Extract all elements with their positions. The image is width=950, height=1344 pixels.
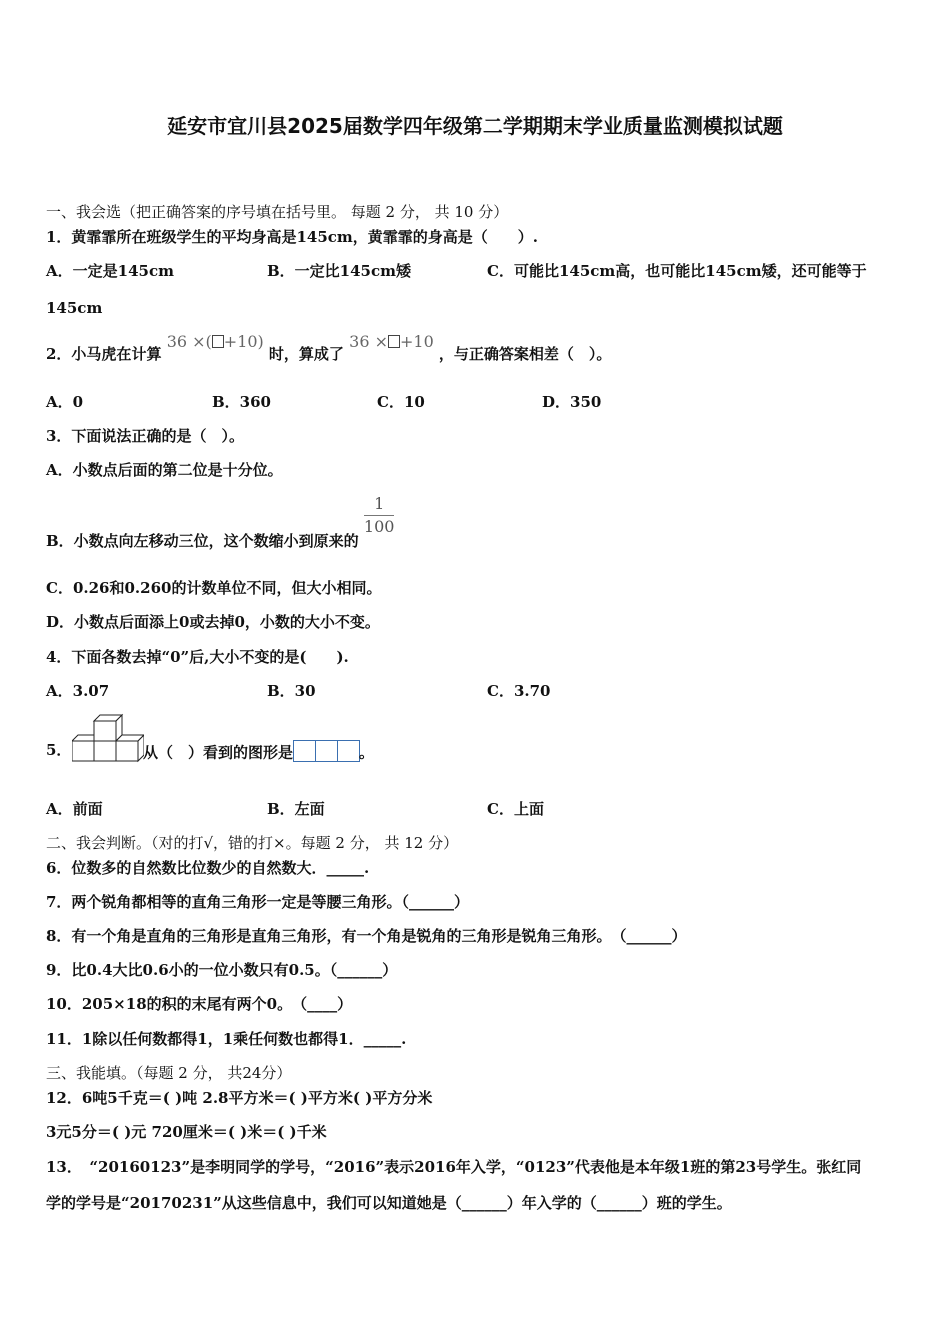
question-4: 4．下面各数去掉“0”后,大小不变的是( ).	[46, 648, 349, 666]
q2-option-a: A．0	[46, 393, 84, 411]
q5-question: 从（ ）看到的图形是	[143, 743, 294, 762]
q2-option-c: C．10	[377, 393, 425, 411]
q2-expression-correct	[167, 332, 269, 351]
q1-option-c: C．可能比145cm高，也可能比145cm矮，还可能等于	[487, 262, 867, 280]
section-1-heading: 一、我会选（把正确答案的序号填在括号里。 每题 2 分， 共 10 分）	[46, 203, 509, 221]
q1-option-b: B．一定比145cm矮	[267, 262, 411, 280]
question-9: 9．比0.4大比0.6小的一位小数只有0.5。（______）	[46, 961, 398, 979]
question-13-line-2: 学的学号是“20170231”从这些信息中，我们可以知道她是（______）年入学的（______）班的学生。	[46, 1194, 732, 1212]
cube-stack-figure	[72, 713, 144, 767]
q5-option-b: B．左面	[267, 800, 325, 818]
q4-option-a: A．3.07	[46, 682, 110, 700]
question-1: 1．黄霏霏所在班级学生的平均身高是145cm，黄霏霏的身高是（ ）.	[46, 228, 538, 246]
question-8: 8．有一个角是直角的三角形是直角三角形，有一个角是锐角的三角形是锐角三角形。 （______）	[46, 927, 687, 945]
q2-expr1-part-b: +10)	[223, 332, 264, 351]
blank-box-icon	[388, 335, 400, 348]
q3-option-b	[46, 493, 395, 550]
q3-option-c: C．0.26和0.260的计数单位不同，但大小相同。	[46, 579, 382, 597]
fraction	[364, 493, 395, 538]
question-6: 6．位数多的自然数比位数少的自然数大．_____.	[46, 859, 370, 877]
q5-option-c: C．上面	[487, 800, 544, 818]
q4-option-b: B．30	[267, 682, 316, 700]
square	[337, 740, 360, 762]
page-title: 延安市宜川县2025届数学四年级第二学期期末学业质量监测模拟试题	[167, 114, 783, 138]
q2-expression-wrong	[349, 332, 439, 351]
question-12-line-2: 3元5分＝( )元 720厘米＝( )米＝( )千米	[46, 1123, 327, 1141]
square	[293, 740, 316, 762]
question-3: 3．下面说法正确的是（ ）。	[46, 427, 244, 445]
q2-mid: 时，算成了	[268, 345, 344, 363]
q3-option-b-text: B．小数点向左移动三位，这个数缩小到原来的	[46, 531, 359, 550]
question-12-line-1: 12．6吨5千克＝( )吨 2.8平方米＝( )平方米( )平方分米	[46, 1089, 433, 1107]
question-2	[46, 334, 611, 370]
section-3-heading: 三、我能填。（每题 2 分， 共24分）	[46, 1064, 292, 1082]
three-squares-figure	[293, 740, 359, 767]
q1-option-c-continued: 145cm	[46, 299, 103, 317]
question-13-line-1: 13． “20160123”是李明同学的学号，“2016”表示2016年入学，“0123”代表他是本年级1班的第23号学生。张红同	[46, 1158, 862, 1176]
fraction-denominator: 100	[363, 517, 395, 536]
q2-expr2-part-b: +10	[400, 332, 434, 351]
q2-pre: 2．小马虎在计算	[46, 345, 162, 363]
q3-option-a: A．小数点后面的第二位是十分位。	[46, 461, 283, 479]
q2-post: ，与正确答案相差（ ）。	[438, 345, 612, 363]
q3-option-d: D．小数点后面添上0或去掉0，小数的大小不变。	[46, 613, 380, 631]
question-11: 11．1除以任何数都得1，1乘任何数也都得1．_____.	[46, 1030, 407, 1048]
question-7: 7．两个锐角都相等的直角三角形一定是等腰三角形。（______）	[46, 893, 469, 911]
q4-option-c: C．3.70	[487, 682, 551, 700]
q5-text	[143, 740, 374, 767]
section-2-heading: 二、我会判断。（对的打√，错的打×。每题 2 分， 共 12 分）	[46, 834, 459, 852]
q2-option-d: D．350	[542, 393, 602, 411]
q1-option-a: A．一定是145cm	[46, 262, 174, 280]
q5-option-a: A．前面	[46, 800, 103, 818]
q2-expr2-part-a: 36 ×	[349, 332, 388, 351]
q5-number: 5．	[46, 741, 72, 759]
q2-option-b: B．360	[212, 393, 271, 411]
blank-box-icon	[212, 335, 224, 348]
q2-expr1-part-a: 36 ×(	[166, 332, 212, 351]
q5-end: 。	[359, 743, 375, 762]
square	[315, 740, 338, 762]
question-10: 10．205×18的积的末尾有两个0。 （____）	[46, 995, 353, 1013]
fraction-numerator: 1	[364, 493, 395, 516]
